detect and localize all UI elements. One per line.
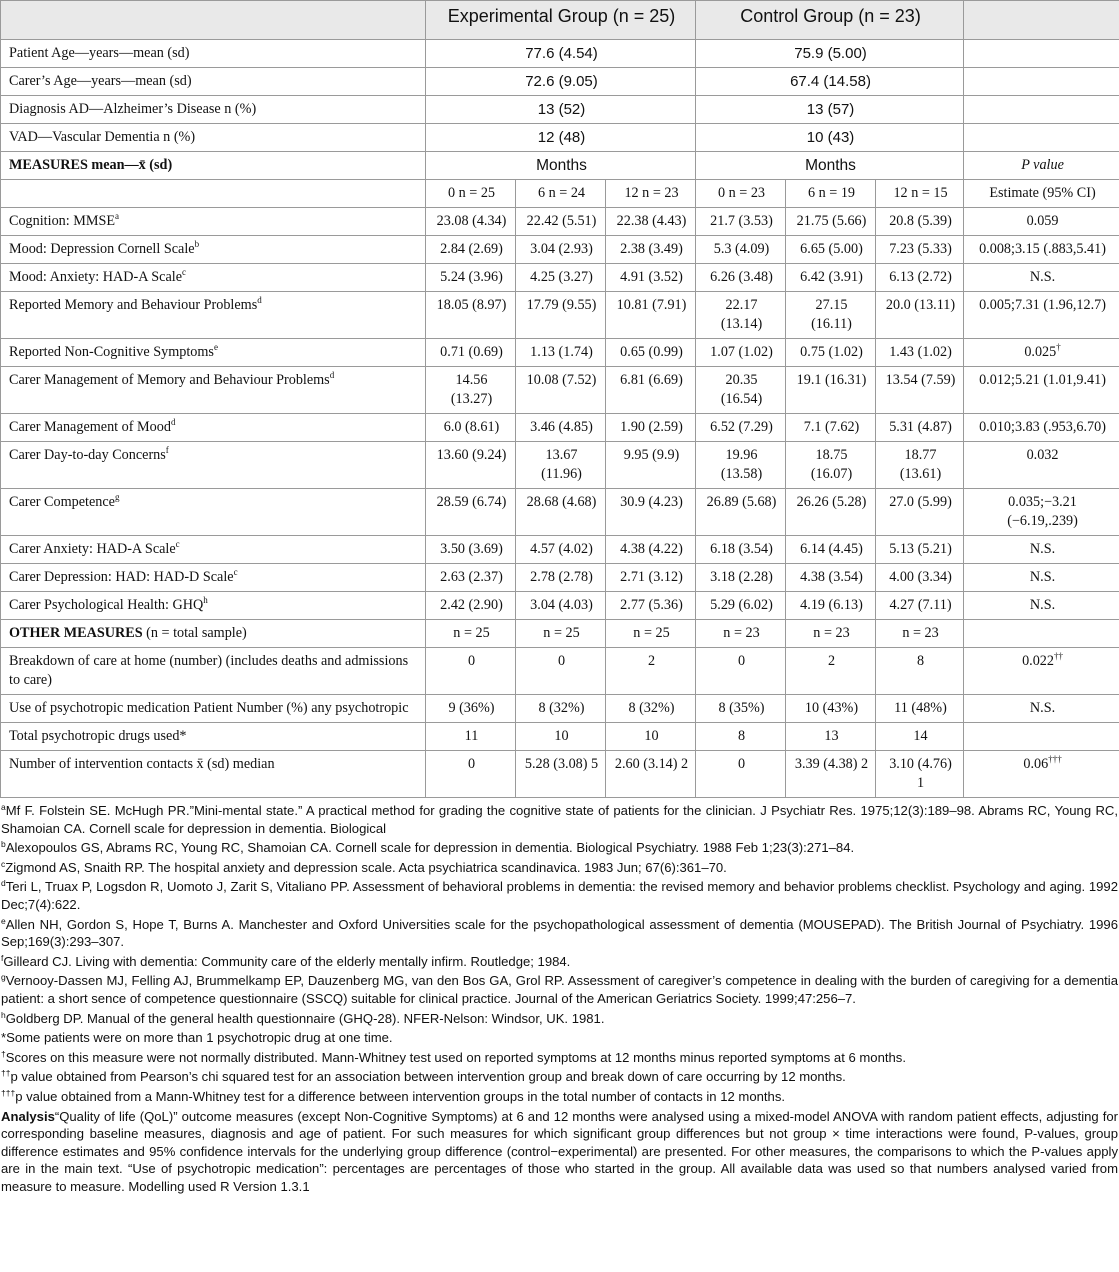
measure-value: 6.14 (4.45) bbox=[786, 536, 876, 564]
footnote bbox=[1, 916, 1118, 951]
footnote-text: Teri L, Truax P, Logsdon R, Uomoto J, Zarit S, Vitaliano PP. Assessment of behavioral problems in dementia: the revised memory and behavior problems checklist. Psychology and aging. 1992 Dec;7(4):622. bbox=[1, 879, 1118, 912]
analysis-lead: Analysis bbox=[1, 1108, 55, 1124]
other-measure-value: 14 bbox=[876, 723, 964, 751]
demographic-control-value: 13 (57) bbox=[696, 96, 964, 124]
measure-value: 10.08 (7.52) bbox=[516, 367, 606, 414]
footnote bbox=[1, 953, 1118, 971]
measure-row bbox=[1, 592, 1119, 620]
measure-value: 1.07 (1.02) bbox=[696, 339, 786, 367]
sample-size: n = 25 bbox=[606, 620, 696, 648]
footnote-text: Allen NH, Gordon S, Hope T, Burns A. Manchester and Oxford Universities scale for the psychopathological assessment of dementia (MOUSEPAD). The British Journal of Psychiatry. 1996 Sep;169(3):293–307. bbox=[1, 916, 1118, 950]
demographic-experimental-value: 77.6 (4.54) bbox=[426, 40, 696, 68]
p-value-cell bbox=[964, 367, 1119, 414]
footnote bbox=[1, 839, 1118, 857]
header-last-cell bbox=[964, 1, 1119, 40]
p-value-marker: ††† bbox=[1048, 754, 1062, 764]
measure-label-cell bbox=[1, 339, 426, 367]
timepoint-header: 6 n = 19 bbox=[786, 180, 876, 208]
measure-value: 13.67 (11.96) bbox=[516, 442, 606, 489]
demographic-label: Diagnosis AD—Alzheimer’s Disease n (%) bbox=[1, 96, 426, 124]
p-value-cell bbox=[964, 208, 1119, 236]
footnote-mark: g bbox=[1, 972, 6, 983]
measure-value: 22.17 (13.14) bbox=[696, 292, 786, 339]
footnote-mark: c bbox=[1, 858, 6, 869]
footnote-mark: e bbox=[1, 915, 6, 926]
demographic-experimental-value: 13 (52) bbox=[426, 96, 696, 124]
p-value-cell bbox=[964, 292, 1119, 339]
months-control: Months bbox=[696, 152, 964, 180]
p-value: 0.06 bbox=[1023, 756, 1049, 772]
footnote-mark: † bbox=[1, 1048, 6, 1059]
p-value-cell bbox=[964, 414, 1119, 442]
footnote-mark: h bbox=[1, 1009, 6, 1020]
measure-value: 21.75 (5.66) bbox=[786, 208, 876, 236]
measure-label-cell bbox=[1, 564, 426, 592]
other-measures-sample-note: (n = total sample) bbox=[142, 625, 247, 641]
demographic-label: Carer’s Age—years—mean (sd) bbox=[1, 68, 426, 96]
demographic-experimental-value: 72.6 (9.05) bbox=[426, 68, 696, 96]
footnote bbox=[1, 1029, 1118, 1047]
measure-value: 4.27 (7.11) bbox=[876, 592, 964, 620]
table-body bbox=[1, 40, 1119, 798]
footnote-marker: e bbox=[213, 342, 218, 352]
p-value-cell bbox=[964, 536, 1119, 564]
p-value: N.S. bbox=[1029, 597, 1056, 613]
p-value: N.S. bbox=[1029, 569, 1056, 585]
measure-value: 4.00 (3.34) bbox=[876, 564, 964, 592]
measure-value: 9.95 (9.9) bbox=[606, 442, 696, 489]
footnote-mark: d bbox=[1, 878, 6, 889]
demographic-label: VAD—Vascular Dementia n (%) bbox=[1, 124, 426, 152]
other-measure-value: 2.60 (3.14) 2 bbox=[606, 751, 696, 798]
measure-row bbox=[1, 339, 1119, 367]
measure-value: 28.59 (6.74) bbox=[426, 489, 516, 536]
measure-value: 20.35 (16.54) bbox=[696, 367, 786, 414]
measure-value: 0.65 (0.99) bbox=[606, 339, 696, 367]
other-measure-value: 10 bbox=[606, 723, 696, 751]
other-measure-value: 10 bbox=[516, 723, 606, 751]
p-value-cell bbox=[964, 723, 1119, 751]
other-measure-value: 8 (32%) bbox=[516, 695, 606, 723]
footnote-text: p value obtained from Pearson’s chi squared test for an association between intervention group and break down of care occurring by 12 months. bbox=[10, 1069, 846, 1085]
table-footnotes bbox=[0, 798, 1119, 1195]
measure-value: 22.42 (5.51) bbox=[516, 208, 606, 236]
estimate-header: Estimate (95% CI) bbox=[964, 180, 1119, 208]
p-value: 0.005;7.31 (1.96,12.7) bbox=[979, 297, 1106, 313]
timepoint-header: 6 n = 24 bbox=[516, 180, 606, 208]
footnote-marker: c bbox=[182, 267, 186, 277]
measure-value: 13.54 (7.59) bbox=[876, 367, 964, 414]
footnote-marker: h bbox=[203, 595, 208, 605]
measure-value: 6.18 (3.54) bbox=[696, 536, 786, 564]
measure-value: 18.05 (8.97) bbox=[426, 292, 516, 339]
sample-size: n = 23 bbox=[876, 620, 964, 648]
measure-value: 3.04 (4.03) bbox=[516, 592, 606, 620]
measure-value: 4.19 (6.13) bbox=[786, 592, 876, 620]
measure-value: 18.75 (16.07) bbox=[786, 442, 876, 489]
measures-header-label: MEASURES mean—x̄ (sd) bbox=[1, 152, 426, 180]
p-value-cell bbox=[964, 264, 1119, 292]
analysis-note bbox=[1, 1108, 1118, 1196]
measure-value: 26.26 (5.28) bbox=[786, 489, 876, 536]
empty-cell bbox=[964, 124, 1119, 152]
footnote-marker: d bbox=[170, 417, 176, 427]
measure-value: 1.13 (1.74) bbox=[516, 339, 606, 367]
demographic-experimental-value: 12 (48) bbox=[426, 124, 696, 152]
header-experimental-group: Experimental Group (n = 25) bbox=[426, 1, 696, 40]
footnote-marker: a bbox=[115, 211, 120, 221]
footnote-marker: b bbox=[194, 239, 200, 249]
footnote bbox=[1, 1049, 1118, 1067]
footnote-text: *Some patients were on more than 1 psychotropic drug at one time. bbox=[1, 1030, 393, 1046]
measure-value: 6.42 (3.91) bbox=[786, 264, 876, 292]
measure-label: Cognition: MMSE bbox=[9, 213, 116, 229]
measure-row bbox=[1, 489, 1119, 536]
empty-cell bbox=[964, 620, 1119, 648]
measure-value: 27.15 (16.11) bbox=[786, 292, 876, 339]
p-value: 0.022 bbox=[1022, 653, 1054, 669]
footnote-marker: f bbox=[165, 445, 169, 455]
other-measure-value: 11 bbox=[426, 723, 516, 751]
header-control-group: Control Group (n = 23) bbox=[696, 1, 964, 40]
other-measure-label: Number of intervention contacts x̄ (sd) median bbox=[1, 751, 426, 798]
other-measure-label: Breakdown of care at home (number) (includes deaths and admissions to care) bbox=[1, 648, 426, 695]
measure-row bbox=[1, 367, 1119, 414]
demographic-row bbox=[1, 68, 1119, 96]
measure-value: 27.0 (5.99) bbox=[876, 489, 964, 536]
months-experimental: Months bbox=[426, 152, 696, 180]
footnote bbox=[1, 1088, 1118, 1106]
p-value: 0.012;5.21 (1.01,9.41) bbox=[979, 372, 1106, 388]
measure-label: Carer Day-to-day Concerns bbox=[9, 447, 166, 463]
demographic-row bbox=[1, 40, 1119, 68]
measure-label: Reported Non-Cognitive Symptoms bbox=[9, 344, 214, 360]
other-measure-row bbox=[1, 695, 1119, 723]
measure-row bbox=[1, 264, 1119, 292]
p-value-cell bbox=[964, 695, 1119, 723]
measure-value: 4.25 (3.27) bbox=[516, 264, 606, 292]
measure-value: 4.57 (4.02) bbox=[516, 536, 606, 564]
measure-label: Carer Anxiety: HAD-A Scale bbox=[9, 541, 176, 557]
measure-row bbox=[1, 292, 1119, 339]
p-value-marker: † bbox=[1056, 342, 1061, 352]
measure-value: 0.71 (0.69) bbox=[426, 339, 516, 367]
footnote-marker: c bbox=[233, 567, 238, 577]
empty-cell bbox=[964, 96, 1119, 124]
measure-value: 28.68 (4.68) bbox=[516, 489, 606, 536]
measure-value: 6.0 (8.61) bbox=[426, 414, 516, 442]
measure-value: 6.81 (6.69) bbox=[606, 367, 696, 414]
p-value: 0.010;3.83 (.953,6.70) bbox=[979, 419, 1106, 435]
measure-value: 13.60 (9.24) bbox=[426, 442, 516, 489]
other-measure-value: 2 bbox=[606, 648, 696, 695]
measure-value: 6.26 (3.48) bbox=[696, 264, 786, 292]
demographic-control-value: 67.4 (14.58) bbox=[696, 68, 964, 96]
measure-value: 4.38 (4.22) bbox=[606, 536, 696, 564]
other-measure-row bbox=[1, 751, 1119, 798]
header-blank-cell bbox=[1, 1, 426, 40]
p-value-cell bbox=[964, 648, 1119, 695]
measure-row bbox=[1, 564, 1119, 592]
other-measure-value: 0 bbox=[696, 751, 786, 798]
other-measure-value: 8 (32%) bbox=[606, 695, 696, 723]
other-measure-row bbox=[1, 648, 1119, 695]
timepoint-header: 0 n = 23 bbox=[696, 180, 786, 208]
p-value: N.S. bbox=[1029, 541, 1056, 557]
timepoint-header: 12 n = 15 bbox=[876, 180, 964, 208]
measure-label: Carer Management of Mood bbox=[9, 419, 171, 435]
demographic-control-value: 75.9 (5.00) bbox=[696, 40, 964, 68]
measure-value: 26.89 (5.68) bbox=[696, 489, 786, 536]
other-measure-value: 0 bbox=[696, 648, 786, 695]
p-value: 0.025 bbox=[1024, 344, 1057, 360]
sample-size: n = 23 bbox=[786, 620, 876, 648]
empty-cell bbox=[964, 68, 1119, 96]
p-value: 0.059 bbox=[1026, 213, 1059, 229]
measure-value: 2.38 (3.49) bbox=[606, 236, 696, 264]
measure-label-cell bbox=[1, 264, 426, 292]
other-measures-label: OTHER MEASURES bbox=[9, 625, 143, 641]
p-value-cell bbox=[964, 751, 1119, 798]
measure-label-cell bbox=[1, 592, 426, 620]
measure-label: Mood: Depression Cornell Scale bbox=[9, 241, 195, 257]
measure-value: 22.38 (4.43) bbox=[606, 208, 696, 236]
measure-label-cell bbox=[1, 489, 426, 536]
other-measure-value: 8 (35%) bbox=[696, 695, 786, 723]
sample-size: n = 25 bbox=[516, 620, 606, 648]
measure-value: 2.84 (2.69) bbox=[426, 236, 516, 264]
measure-value: 1.43 (1.02) bbox=[876, 339, 964, 367]
footnote-text: p value obtained from a Mann-Whitney test for a difference between intervention groups in the total number of contacts in 12 months. bbox=[15, 1088, 786, 1104]
other-measure-value: 0 bbox=[426, 751, 516, 798]
p-value-cell bbox=[964, 564, 1119, 592]
measure-value: 5.13 (5.21) bbox=[876, 536, 964, 564]
footnote bbox=[1, 802, 1118, 837]
p-value-cell bbox=[964, 442, 1119, 489]
measure-value: 17.79 (9.55) bbox=[516, 292, 606, 339]
p-value: N.S. bbox=[1029, 269, 1056, 285]
measure-row bbox=[1, 536, 1119, 564]
measure-value: 2.77 (5.36) bbox=[606, 592, 696, 620]
measure-value: 10.81 (7.91) bbox=[606, 292, 696, 339]
timepoints-row bbox=[1, 180, 1119, 208]
footnote-marker: g bbox=[114, 492, 120, 502]
demographic-control-value: 10 (43) bbox=[696, 124, 964, 152]
measure-value: 2.71 (3.12) bbox=[606, 564, 696, 592]
sample-size: n = 23 bbox=[696, 620, 786, 648]
p-value-cell bbox=[964, 592, 1119, 620]
measure-value: 4.38 (3.54) bbox=[786, 564, 876, 592]
p-value: N.S. bbox=[1029, 700, 1056, 716]
p-value-cell bbox=[964, 339, 1119, 367]
measure-row bbox=[1, 208, 1119, 236]
analysis-text: “Quality of life (QoL)” outcome measures (except Non-Cognitive Symptoms) at 6 and 12 months were analysed using a mixed-model ANOVA with random patient effects, adjusting for corresponding baseline measures, diagnosis and age of patient. For such measures for which significant group differences but not group × time interactions were found, P-values, group difference estimates and 95% confidence intervals for the underlying group difference (control−experimental) are presented. For other measures, the comparisons to which the P-values apply are in the main text. “Use of psychotropic medication”: percentages are percentages of those who started in the group. All available data was used so that numbers analysed varied from measure to measure. Modelling used R Version 1.3.1 bbox=[1, 1108, 1118, 1194]
measure-value: 6.52 (7.29) bbox=[696, 414, 786, 442]
footnote-mark: a bbox=[1, 802, 6, 812]
measure-value: 18.77 (13.61) bbox=[876, 442, 964, 489]
measure-value: 6.13 (2.72) bbox=[876, 264, 964, 292]
other-measure-value: 2 bbox=[786, 648, 876, 695]
measure-label-cell bbox=[1, 292, 426, 339]
footnote-text: Vernooy-Dassen MJ, Felling AJ, Brummelkamp EP, Dauzenberg MG, van den Bos GA, Grol RP. Assessment of caregiver’s competence in dealing with the burden of caregiving for a dementia patient: a short sence of competence questionnaire (SSCQ) suitable for clinical practice. Journal of the American Geriatrics Society. 1999;47:256–7. bbox=[1, 973, 1118, 1006]
demographic-label: Patient Age—years—mean (sd) bbox=[1, 40, 426, 68]
demographic-row bbox=[1, 124, 1119, 152]
p-value-cell bbox=[964, 489, 1119, 536]
other-measure-value: 9 (36%) bbox=[426, 695, 516, 723]
measure-label-cell bbox=[1, 414, 426, 442]
footnote-mark: b bbox=[1, 839, 6, 850]
measure-label: Carer Depression: HAD: HAD-D Scale bbox=[9, 569, 234, 585]
footnote-text: Gilleard CJ. Living with dementia: Community care of the elderly mentally infirm. Routledge; 1984. bbox=[3, 953, 571, 969]
measure-value: 5.29 (6.02) bbox=[696, 592, 786, 620]
measures-header-row bbox=[1, 152, 1119, 180]
measure-value: 21.7 (3.53) bbox=[696, 208, 786, 236]
measure-value: 20.0 (13.11) bbox=[876, 292, 964, 339]
footnote bbox=[1, 1010, 1118, 1028]
measure-row bbox=[1, 414, 1119, 442]
other-measure-row bbox=[1, 723, 1119, 751]
footnote-text: Zigmond AS, Snaith RP. The hospital anxiety and depression scale. Acta psychiatrica scandinavica. 1983 Jun; 67(6):361–70. bbox=[5, 859, 727, 875]
measure-value: 3.46 (4.85) bbox=[516, 414, 606, 442]
p-value: 0.008;3.15 (.883,5.41) bbox=[979, 241, 1106, 257]
measure-label: Carer Management of Memory and Behaviour Problems bbox=[9, 372, 330, 388]
empty-cell bbox=[1, 180, 426, 208]
header-row bbox=[1, 1, 1119, 40]
footnote-text: Scores on this measure were not normally distributed. Mann-Whitney test used on reported symptoms at 12 months minus reported symptoms at 6 months. bbox=[5, 1049, 906, 1065]
other-measure-value: 5.28 (3.08) 5 bbox=[516, 751, 606, 798]
measure-value: 19.96 (13.58) bbox=[696, 442, 786, 489]
other-measure-value: 8 bbox=[696, 723, 786, 751]
other-measure-value: 8 bbox=[876, 648, 964, 695]
footnote bbox=[1, 859, 1118, 877]
p-value-cell bbox=[964, 236, 1119, 264]
footnote-text: Mf F. Folstein SE. McHugh PR.”Mini-mental state.” A practical method for grading the cognitive state of patients for the clinician. J Psychiatr Res. 1975;12(3):189–98. Abrams RC, Young RC, Shamoian CA. Cornell scale for depression in dementia. Biological bbox=[1, 803, 1118, 836]
measure-value: 5.31 (4.87) bbox=[876, 414, 964, 442]
measure-value: 4.91 (3.52) bbox=[606, 264, 696, 292]
timepoint-header: 0 n = 25 bbox=[426, 180, 516, 208]
measure-label-cell bbox=[1, 536, 426, 564]
measure-value: 0.75 (1.02) bbox=[786, 339, 876, 367]
measure-label-cell bbox=[1, 236, 426, 264]
measure-value: 5.3 (4.09) bbox=[696, 236, 786, 264]
other-measure-label: Total psychotropic drugs used* bbox=[1, 723, 426, 751]
measure-label: Carer Competence bbox=[9, 494, 115, 510]
p-value-marker: †† bbox=[1053, 651, 1063, 661]
other-measure-label: Use of psychotropic medication Patient Number (%) any psychotropic bbox=[1, 695, 426, 723]
empty-cell bbox=[964, 40, 1119, 68]
p-value: 0.032 bbox=[1026, 447, 1059, 463]
measure-label-cell bbox=[1, 442, 426, 489]
measure-value: 19.1 (16.31) bbox=[786, 367, 876, 414]
footnote-text: Goldberg DP. Manual of the general health questionnaire (GHQ-28). NFER-Nelson: Windsor, UK. 1981. bbox=[5, 1010, 605, 1026]
measure-value: 2.42 (2.90) bbox=[426, 592, 516, 620]
measure-value: 20.8 (5.39) bbox=[876, 208, 964, 236]
measure-value: 2.63 (2.37) bbox=[426, 564, 516, 592]
timepoint-header: 12 n = 23 bbox=[606, 180, 696, 208]
measure-value: 1.90 (2.59) bbox=[606, 414, 696, 442]
footnote-marker: d bbox=[329, 370, 335, 380]
footnote-marker: c bbox=[175, 539, 180, 549]
other-measure-value: 11 (48%) bbox=[876, 695, 964, 723]
measure-value: 5.24 (3.96) bbox=[426, 264, 516, 292]
p-value-header: P value bbox=[964, 152, 1119, 180]
measure-row bbox=[1, 236, 1119, 264]
measure-value: 3.04 (2.93) bbox=[516, 236, 606, 264]
footnote-mark: †† bbox=[1, 1068, 11, 1079]
other-measures-header-row bbox=[1, 620, 1119, 648]
measure-value: 7.23 (5.33) bbox=[876, 236, 964, 264]
other-measure-value: 3.10 (4.76) 1 bbox=[876, 751, 964, 798]
footnote bbox=[1, 878, 1118, 913]
footnote-mark: f bbox=[1, 952, 4, 963]
measure-label: Carer Psychological Health: GHQ bbox=[9, 597, 204, 613]
demographic-row bbox=[1, 96, 1119, 124]
other-measure-value: 0 bbox=[516, 648, 606, 695]
footnote bbox=[1, 972, 1118, 1007]
other-measures-label-cell bbox=[1, 620, 426, 648]
measure-value: 3.50 (3.69) bbox=[426, 536, 516, 564]
measure-value: 2.78 (2.78) bbox=[516, 564, 606, 592]
other-measure-value: 13 bbox=[786, 723, 876, 751]
measure-value: 14.56 (13.27) bbox=[426, 367, 516, 414]
measure-label: Reported Memory and Behaviour Problems bbox=[9, 297, 258, 313]
measure-value: 7.1 (7.62) bbox=[786, 414, 876, 442]
sample-size: n = 25 bbox=[426, 620, 516, 648]
measure-value: 23.08 (4.34) bbox=[426, 208, 516, 236]
other-measure-value: 10 (43%) bbox=[786, 695, 876, 723]
measure-label: Mood: Anxiety: HAD-A Scale bbox=[9, 269, 182, 285]
other-measure-value: 3.39 (4.38) 2 bbox=[786, 751, 876, 798]
p-value: 0.035;−3.21 (−6.19,.239) bbox=[1007, 494, 1078, 529]
other-measure-value: 0 bbox=[426, 648, 516, 695]
measure-label-cell bbox=[1, 208, 426, 236]
footnote bbox=[1, 1068, 1118, 1086]
footnote-text: Alexopoulos GS, Abrams RC, Young RC, Shamoian CA. Cornell scale for depression in dementia. Biological Psychiatry. 1988 Feb 1;23(3):271–84. bbox=[5, 840, 855, 856]
measure-row bbox=[1, 442, 1119, 489]
measure-value: 6.65 (5.00) bbox=[786, 236, 876, 264]
measure-value: 30.9 (4.23) bbox=[606, 489, 696, 536]
measure-label-cell bbox=[1, 367, 426, 414]
footnote-mark: ††† bbox=[1, 1087, 16, 1098]
measure-value: 3.18 (2.28) bbox=[696, 564, 786, 592]
footnote-marker: d bbox=[257, 295, 262, 305]
